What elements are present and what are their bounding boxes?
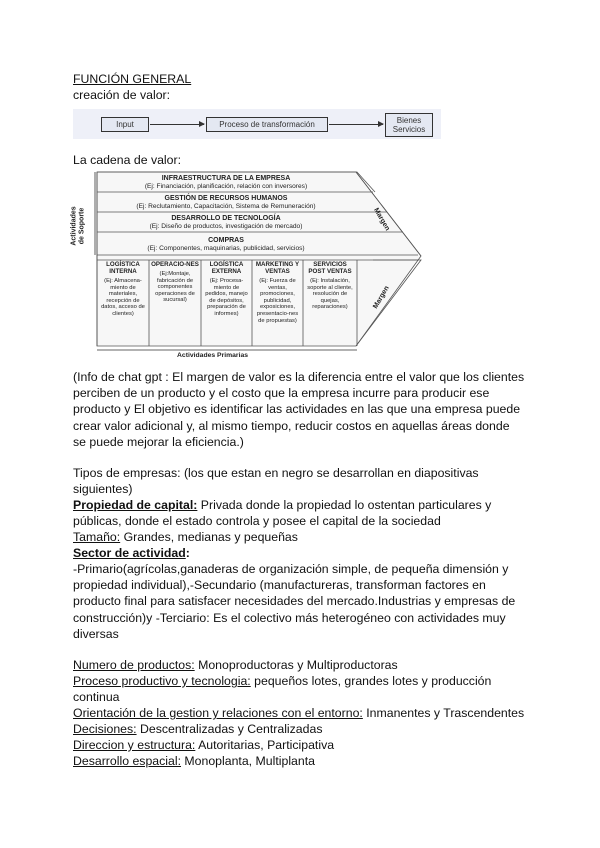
propiedad-text: Privada donde la propiedad lo ostentan particulares y públicas, donde el estado controla y posee el capital de la sociedad xyxy=(73,498,492,529)
info-paragraph: (Info de chat gpt : El margen de valor es la diferencia entre el valor que los clientes perciben de un producto y el costo que la empresa incurre para producir ese producto y El objetivo es identificar las actividades en las que una empresa puede crear valor adicional y, al mismo tiempo, reducir costos en aquellas áreas donde se puede mejorar la eficiencia.) xyxy=(73,370,525,449)
output-box xyxy=(385,113,433,137)
sector-heading xyxy=(73,545,525,561)
primary-detail: (Ej: Fuerza de ventas, promociones, publicidad, exposiciones, presentacio-nes de propuestas) xyxy=(256,278,299,324)
orientacion-label: Orientación de la gestion y relaciones con el entorno: xyxy=(73,706,363,720)
support-label-line-2: de Soporte xyxy=(78,207,86,245)
sector-paragraph: -Primario(agrícolas,ganaderas de organización simple, de pequeña dimensión y propiedad individual),-Secundario (manufactureras, transforman factores en producto final para satisfacer necesidades del mercado.Industrias y empresas de construcción)y -Terciario: Es el colectivo más heterogéneo con actividades muy diversas xyxy=(73,562,516,641)
section-heading: FUNCIÓN GENERAL xyxy=(73,72,192,86)
cadena-label: La cadena de valor: xyxy=(73,153,182,167)
primary-servicios xyxy=(305,261,355,311)
creacion-label: creación de valor: xyxy=(73,88,171,102)
sector-colon: : xyxy=(185,546,190,560)
support-row-rrhh xyxy=(97,195,355,210)
desarrollo-paragraph xyxy=(73,753,525,769)
decisiones-label: Decisiones: xyxy=(73,722,137,736)
orientacion-text: Inmanentes y Trascendentes xyxy=(362,706,525,720)
support-label-line-1: Actividades xyxy=(70,206,78,246)
process-box: Proceso de transformación xyxy=(206,117,328,132)
margin-label-lower: Margen xyxy=(372,284,391,311)
sector-label: Sector de actividad xyxy=(73,546,186,560)
decisiones-text: Descentralizadas y Centralizadas xyxy=(136,722,323,736)
primary-detail: (Ej: Almacena-miento de materiales, recepción de datos, acceso de clientes) xyxy=(101,278,145,317)
primary-logistica-interna xyxy=(99,261,147,318)
output-bienes: Bienes xyxy=(396,116,422,125)
primary-detail: (Ej: Instalación, soporte al cliente, resolución de quejas, reparaciones) xyxy=(307,278,353,311)
primary-operaciones xyxy=(151,261,199,304)
direccion-text: Autoritarias, Participativa xyxy=(195,738,335,752)
primary-title: OPERACIO-NES xyxy=(151,261,199,268)
tamano-label: Tamaño: xyxy=(73,530,121,544)
proceso-text: pequeños lotes, grandes lotes y producción continua xyxy=(73,674,492,705)
support-detail: (Ej: Componentes, maquinarias, publicidad, servicios) xyxy=(147,244,305,252)
decisiones-paragraph xyxy=(73,721,525,737)
support-row-tecnologia xyxy=(97,215,355,230)
direccion-paragraph xyxy=(73,737,525,753)
support-activities-label xyxy=(71,206,87,245)
primary-title: LOGÍSTICA INTERNA xyxy=(106,261,140,275)
support-detail: (Ej: Reclutamiento, Capacitación, Sistema de Remuneración) xyxy=(136,202,316,210)
support-title: COMPRAS xyxy=(208,237,244,244)
input-box: Input xyxy=(101,117,149,132)
tamano-text: Grandes, medianas y pequeñas xyxy=(120,530,298,544)
support-title: GESTIÓN DE RECURSOS HUMANOS xyxy=(164,195,288,202)
support-detail: (Ej: Financiación, planificación, relación con inversores) xyxy=(144,182,308,190)
arrow-1 xyxy=(150,124,204,125)
propiedad-label: Propiedad de capital: xyxy=(73,498,198,512)
support-row-compras xyxy=(97,237,355,252)
numero-paragraph xyxy=(73,657,525,673)
value-creation-diagram xyxy=(73,109,441,139)
propiedad-paragraph xyxy=(73,497,525,529)
value-chain-diagram xyxy=(70,168,433,368)
output-servicios: Servicios xyxy=(392,125,426,134)
arrow-2 xyxy=(329,124,383,125)
margin-label-upper: Margen xyxy=(372,206,391,233)
numero-text: Monoproductoras y Multiproductoras xyxy=(194,658,398,672)
orientacion-paragraph xyxy=(73,705,525,721)
primary-title: LOGÍSTICA EXTERNA xyxy=(209,261,244,275)
tipos-paragraph: Tipos de empresas: (los que estan en negro se desarrollan en diapositivas siguientes) xyxy=(73,466,479,497)
desarrollo-text: Monoplanta, Multiplanta xyxy=(181,754,315,768)
primary-title: MARKETING Y VENTAS xyxy=(255,261,300,275)
support-title: INFRAESTRUCTURA DE LA EMPRESA xyxy=(161,175,291,182)
primary-logistica-externa xyxy=(203,261,250,318)
tamano-paragraph xyxy=(73,529,525,545)
primary-marketing xyxy=(254,261,301,324)
primary-detail: (Ej:Montaje, fabricación de componentes operaciones de sucursal) xyxy=(155,271,195,304)
desarrollo-label: Desarrollo espacial: xyxy=(73,754,181,768)
proceso-paragraph xyxy=(73,673,525,705)
primary-title: SERVICIOS POST VENTAS xyxy=(308,261,352,275)
primary-activities-label: Actividades Primarias xyxy=(177,352,249,359)
proceso-label: Proceso productivo y tecnologia: xyxy=(73,674,251,688)
numero-label: Numero de productos: xyxy=(73,658,195,672)
primary-detail: (Ej: Procesa-miento de pedidos, manejo de depósitos, preparación de informes) xyxy=(205,278,248,317)
support-title: DESARROLLO DE TECNOLOGÍA xyxy=(171,215,281,222)
direccion-label: Direccion y estructura: xyxy=(73,738,196,752)
support-row-infraestructura xyxy=(97,175,355,190)
support-detail: (Ej: Diseño de productos, investigación de mercado) xyxy=(149,222,303,230)
